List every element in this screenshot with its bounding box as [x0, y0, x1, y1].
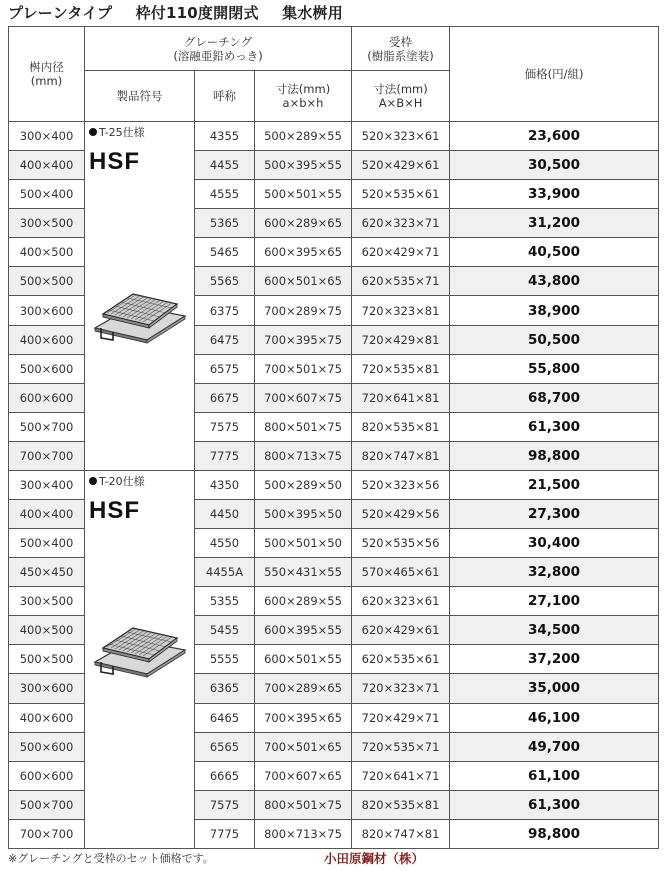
cell-price: 50,500: [450, 325, 659, 354]
cell-frame-dim: 720×429×81: [352, 325, 450, 354]
header-inner-diameter: 桝内径 (mm): [9, 27, 85, 122]
cell-grating-dim: 600×501×55: [255, 645, 352, 674]
cell-inner-size: 450×450: [9, 558, 85, 587]
cell-nominal: 6565: [195, 732, 255, 761]
cell-price: 61,100: [450, 761, 659, 790]
cell-price: 61,300: [450, 412, 659, 441]
cell-inner-size: 500×400: [9, 180, 85, 209]
cell-nominal: 4355: [195, 122, 255, 151]
cell-inner-size: 300×500: [9, 587, 85, 616]
cell-grating-dim: 700×395×75: [255, 325, 352, 354]
cell-nominal: 7575: [195, 790, 255, 819]
cell-grating-dim: 500×289×55: [255, 122, 352, 151]
header-frame-dim: 寸法(mm) A×B×H: [352, 71, 450, 122]
price-table: [8, 26, 659, 849]
cell-inner-size: 300×500: [9, 209, 85, 238]
cell-inner-size: 600×600: [9, 761, 85, 790]
cell-frame-dim: 620×429×61: [352, 616, 450, 645]
table-row: [9, 471, 659, 500]
cell-frame-dim: 570×465×61: [352, 558, 450, 587]
cell-grating-dim: 600×395×65: [255, 238, 352, 267]
cell-inner-size: 700×700: [9, 441, 85, 470]
grating-illustration-icon: [87, 616, 187, 681]
cell-grating-dim: 800×501×75: [255, 790, 352, 819]
footnote: ※グレーチングと受枠のセット価格です。: [8, 852, 214, 865]
cell-inner-size: 400×400: [9, 500, 85, 529]
cell-price: 46,100: [450, 703, 659, 732]
cell-grating-dim: 600×501×65: [255, 267, 352, 296]
cell-grating-dim: 500×501×55: [255, 180, 352, 209]
cell-nominal: 6375: [195, 296, 255, 325]
cell-frame-dim: 820×747×81: [352, 819, 450, 848]
cell-inner-size: 500×600: [9, 732, 85, 761]
cell-nominal: 4455: [195, 151, 255, 180]
bullet-icon: [89, 128, 97, 136]
cell-grating-dim: 700×289×75: [255, 296, 352, 325]
cell-grating-dim: 700×607×65: [255, 761, 352, 790]
title-frame: 枠付110度開閉式: [135, 4, 259, 22]
cell-grating-dim: 550×431×55: [255, 558, 352, 587]
cell-price: 35,000: [450, 674, 659, 703]
cell-nominal: 5555: [195, 645, 255, 674]
cell-frame-dim: 620×323×61: [352, 587, 450, 616]
cell-frame-dim: 720×535×71: [352, 732, 450, 761]
cell-frame-dim: 620×535×61: [352, 645, 450, 674]
cell-price: 21,500: [450, 471, 659, 500]
cell-nominal: 4450: [195, 500, 255, 529]
product-model: HSF: [89, 497, 140, 524]
cell-inner-size: 400×600: [9, 325, 85, 354]
cell-price: 34,500: [450, 616, 659, 645]
cell-grating-dim: 700×289×65: [255, 674, 352, 703]
cell-nominal: 5365: [195, 209, 255, 238]
cell-frame-dim: 820×747×81: [352, 441, 450, 470]
cell-grating-dim: 700×501×75: [255, 354, 352, 383]
cell-grating-dim: 800×713×75: [255, 441, 352, 470]
header-frame: 受枠 (樹脂系塗装): [352, 27, 450, 71]
cell-frame-dim: 520×429×56: [352, 500, 450, 529]
cell-grating-dim: 700×501×65: [255, 732, 352, 761]
cell-nominal: 6365: [195, 674, 255, 703]
cell-inner-size: 400×600: [9, 703, 85, 732]
cell-price: 30,400: [450, 529, 659, 558]
cell-frame-dim: 520×535×56: [352, 529, 450, 558]
cell-frame-dim: 720×429×71: [352, 703, 450, 732]
cell-inner-size: 400×400: [9, 151, 85, 180]
load-spec: [89, 473, 145, 489]
cell-inner-size: 500×700: [9, 412, 85, 441]
cell-nominal: 6675: [195, 383, 255, 412]
cell-nominal: 5465: [195, 238, 255, 267]
cell-inner-size: 500×500: [9, 645, 85, 674]
header-grating-dim: 寸法(mm) a×b×h: [255, 71, 352, 122]
cell-nominal: 4350: [195, 471, 255, 500]
cell-frame-dim: 620×429×71: [352, 238, 450, 267]
cell-nominal: 4455A: [195, 558, 255, 587]
cell-price: 61,300: [450, 790, 659, 819]
page-title: [8, 2, 361, 23]
cell-inner-size: 500×500: [9, 267, 85, 296]
cell-price: 33,900: [450, 180, 659, 209]
cell-nominal: 5355: [195, 587, 255, 616]
cell-nominal: 5455: [195, 616, 255, 645]
cell-inner-size: 500×600: [9, 354, 85, 383]
product-cell: [85, 122, 195, 471]
cell-nominal: 7575: [195, 412, 255, 441]
cell-price: 27,300: [450, 500, 659, 529]
title-usage: 集水桝用: [282, 4, 343, 22]
header-grating: グレーチング (溶融亜鉛めっき): [85, 27, 352, 71]
cell-price: 98,800: [450, 819, 659, 848]
cell-grating-dim: 500×501×50: [255, 529, 352, 558]
cell-frame-dim: 620×535×71: [352, 267, 450, 296]
cell-price: 32,800: [450, 558, 659, 587]
cell-price: 68,700: [450, 383, 659, 412]
load-spec-label: T-20仕様: [99, 475, 145, 488]
cell-grating-dim: 800×713×75: [255, 819, 352, 848]
cell-frame-dim: 820×535×81: [352, 790, 450, 819]
cell-nominal: 7775: [195, 819, 255, 848]
header-nominal: 呼称: [195, 71, 255, 122]
cell-grating-dim: 500×395×55: [255, 151, 352, 180]
cell-nominal: 4550: [195, 529, 255, 558]
bullet-icon: [89, 477, 97, 485]
cell-inner-size: 700×700: [9, 819, 85, 848]
cell-inner-size: 300×400: [9, 122, 85, 151]
company-name: 小田原鋼材（株）: [324, 851, 425, 866]
product-model: HSF: [89, 148, 140, 175]
cell-inner-size: 500×400: [9, 529, 85, 558]
cell-price: 55,800: [450, 354, 659, 383]
cell-grating-dim: 500×289×50: [255, 471, 352, 500]
cell-nominal: 4555: [195, 180, 255, 209]
title-type: プレーンタイプ: [8, 4, 113, 22]
cell-frame-dim: 620×323×71: [352, 209, 450, 238]
load-spec-label: T-25仕様: [99, 126, 145, 139]
cell-inner-size: 400×500: [9, 616, 85, 645]
cell-price: 98,800: [450, 441, 659, 470]
cell-price: 31,200: [450, 209, 659, 238]
cell-nominal: 6475: [195, 325, 255, 354]
cell-inner-size: 400×500: [9, 238, 85, 267]
table-row: [9, 122, 659, 151]
cell-frame-dim: 720×641×81: [352, 383, 450, 412]
cell-nominal: 5565: [195, 267, 255, 296]
cell-nominal: 6575: [195, 354, 255, 383]
header-price: 価格(円/組): [450, 27, 659, 122]
cell-inner-size: 300×600: [9, 674, 85, 703]
cell-frame-dim: 720×641×71: [352, 761, 450, 790]
cell-price: 30,500: [450, 151, 659, 180]
cell-price: 40,500: [450, 238, 659, 267]
cell-grating-dim: 600×289×65: [255, 209, 352, 238]
cell-inner-size: 300×600: [9, 296, 85, 325]
cell-grating-dim: 600×289×55: [255, 587, 352, 616]
cell-inner-size: 300×400: [9, 471, 85, 500]
product-cell: [85, 471, 195, 849]
cell-frame-dim: 520×429×61: [352, 151, 450, 180]
grating-illustration-icon: [87, 282, 187, 347]
cell-price: 23,600: [450, 122, 659, 151]
cell-frame-dim: 720×535×81: [352, 354, 450, 383]
cell-frame-dim: 520×323×56: [352, 471, 450, 500]
cell-nominal: 6465: [195, 703, 255, 732]
cell-frame-dim: 820×535×81: [352, 412, 450, 441]
cell-frame-dim: 720×323×71: [352, 674, 450, 703]
cell-price: 27,100: [450, 587, 659, 616]
cell-frame-dim: 520×535×61: [352, 180, 450, 209]
cell-grating-dim: 600×395×55: [255, 616, 352, 645]
cell-inner-size: 600×600: [9, 383, 85, 412]
header-product-code: 製品符号: [85, 71, 195, 122]
load-spec: [89, 124, 145, 140]
cell-grating-dim: 500×395×50: [255, 500, 352, 529]
cell-nominal: 7775: [195, 441, 255, 470]
cell-nominal: 6665: [195, 761, 255, 790]
cell-inner-size: 500×700: [9, 790, 85, 819]
cell-frame-dim: 520×323×61: [352, 122, 450, 151]
cell-price: 38,900: [450, 296, 659, 325]
cell-grating-dim: 800×501×75: [255, 412, 352, 441]
cell-price: 43,800: [450, 267, 659, 296]
cell-grating-dim: 700×607×75: [255, 383, 352, 412]
cell-price: 49,700: [450, 732, 659, 761]
cell-frame-dim: 720×323×81: [352, 296, 450, 325]
cell-price: 37,200: [450, 645, 659, 674]
cell-grating-dim: 700×395×65: [255, 703, 352, 732]
